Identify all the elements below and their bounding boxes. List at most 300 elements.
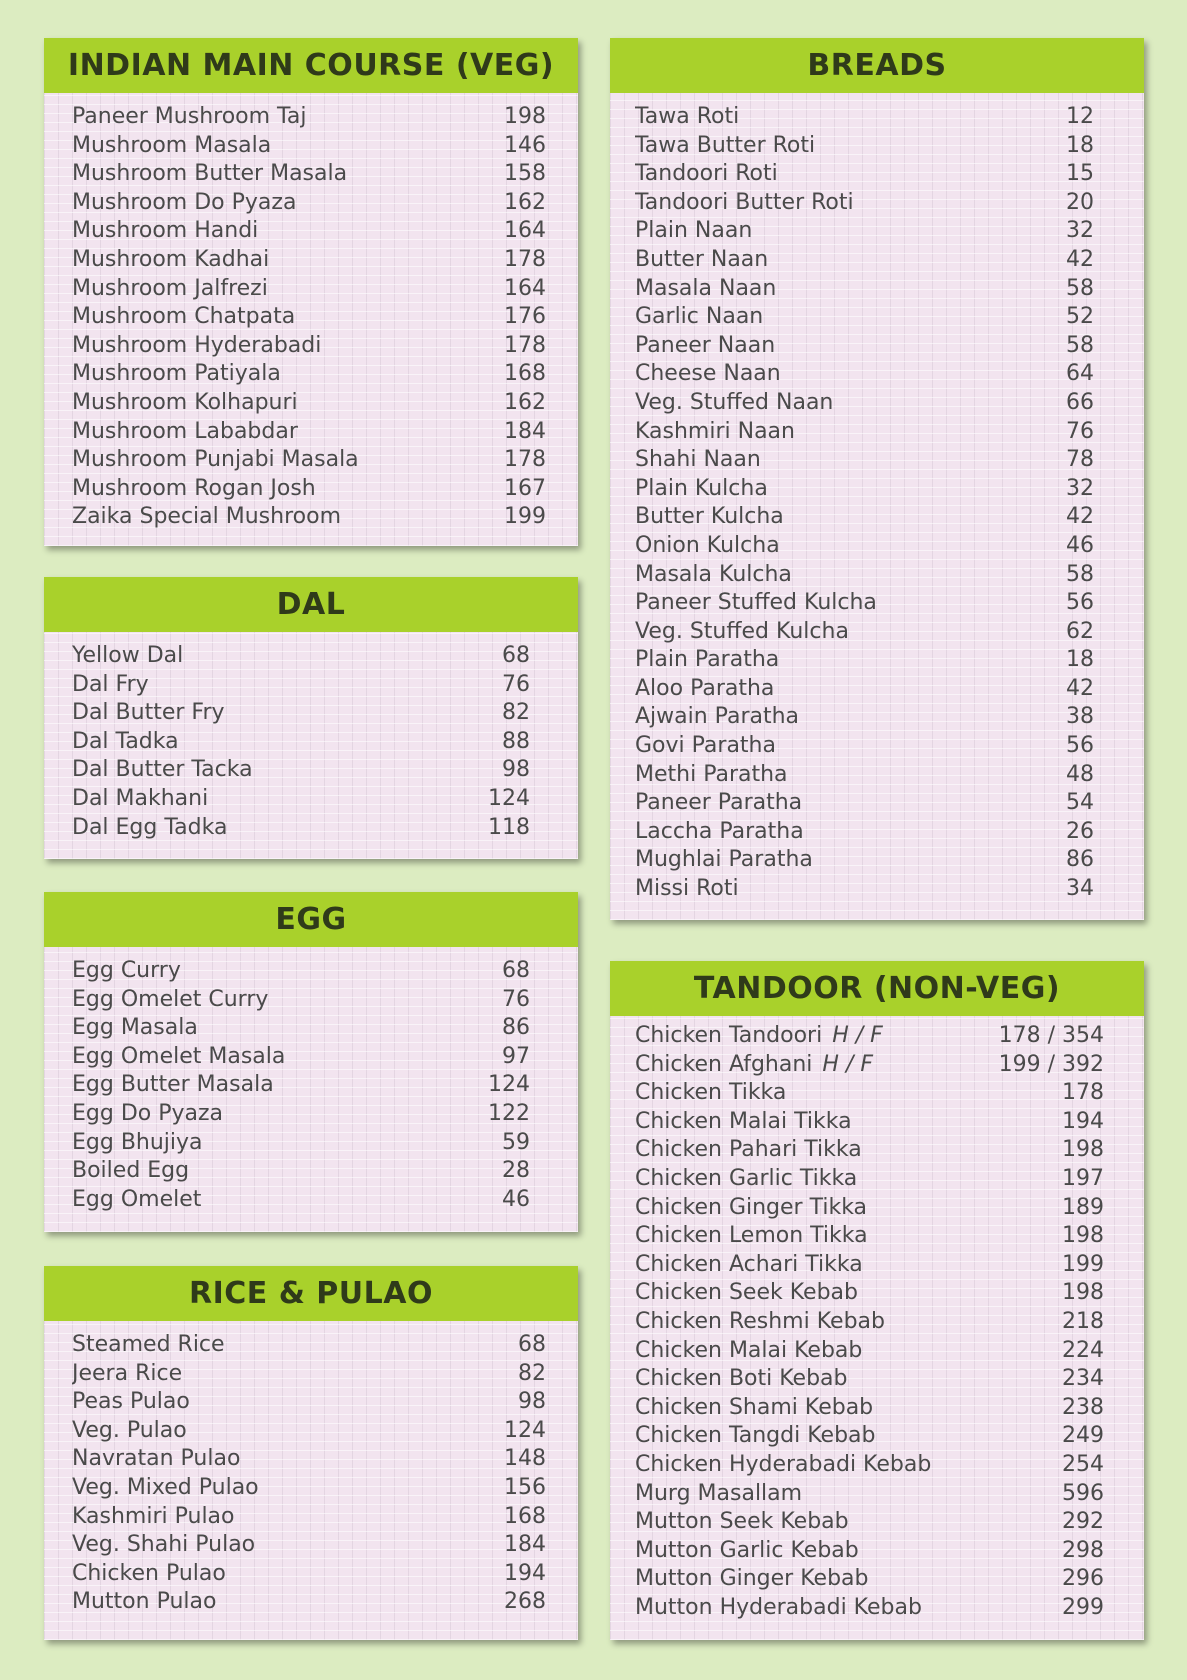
item-price: 189 bbox=[1062, 1194, 1104, 1220]
item-name-text: Paneer Mushroom Taj bbox=[72, 104, 307, 129]
item-name bbox=[72, 1129, 502, 1158]
item-price: 68 bbox=[502, 643, 530, 668]
menu-item bbox=[635, 1508, 1104, 1537]
item-name bbox=[72, 728, 502, 757]
item-name-text: Mutton Seek Kebab bbox=[635, 1509, 849, 1535]
item-price: 176 bbox=[504, 304, 546, 330]
menu-item bbox=[635, 1136, 1104, 1165]
item-price: 124 bbox=[488, 785, 530, 811]
item-price: 178 bbox=[504, 246, 546, 272]
item-name bbox=[635, 761, 1066, 790]
item-price: 86 bbox=[502, 1015, 530, 1041]
menu-item bbox=[72, 103, 546, 132]
item-name bbox=[635, 303, 1066, 332]
item-name bbox=[635, 1279, 1062, 1308]
item-price: 42 bbox=[1066, 246, 1094, 272]
menu-item bbox=[635, 1194, 1104, 1223]
menu-item bbox=[635, 1165, 1104, 1194]
item-price: 156 bbox=[504, 1474, 546, 1500]
item-name-text: Chicken Pulao bbox=[72, 1560, 226, 1586]
menu-item bbox=[635, 1079, 1104, 1108]
menu-item bbox=[72, 1588, 546, 1617]
item-name-text: Mushroom Jalfrezi bbox=[72, 275, 268, 301]
item-name-text: Chicken Tikka bbox=[635, 1080, 787, 1106]
item-name bbox=[72, 1360, 518, 1389]
item-name bbox=[72, 785, 488, 814]
item-name bbox=[72, 360, 504, 389]
item-price: 38 bbox=[1066, 704, 1094, 730]
item-price: 98 bbox=[518, 1389, 546, 1415]
item-list bbox=[610, 1016, 1144, 1622]
item-name bbox=[72, 275, 504, 304]
item-name-text: Chicken Tandoori bbox=[635, 1023, 823, 1048]
item-name-text: Tawa Butter Roti bbox=[635, 132, 816, 158]
item-name bbox=[72, 1043, 502, 1072]
item-name bbox=[635, 275, 1066, 304]
menu-item bbox=[72, 275, 546, 304]
item-price: 249 bbox=[1062, 1423, 1104, 1449]
item-list bbox=[44, 93, 578, 532]
item-name-text: Veg. Pulao bbox=[72, 1417, 187, 1443]
item-name-text: Dal Butter Tacka bbox=[72, 757, 253, 783]
menu-item bbox=[635, 1251, 1104, 1280]
item-name bbox=[72, 103, 504, 132]
item-price: 299 bbox=[1062, 1594, 1104, 1620]
item-price: 184 bbox=[504, 1532, 546, 1558]
item-price: 292 bbox=[1062, 1509, 1104, 1535]
menu-item bbox=[72, 1474, 546, 1503]
item-name-text: Mutton Ginger Kebab bbox=[635, 1566, 869, 1592]
item-price: 198 bbox=[504, 104, 546, 129]
item-price: 124 bbox=[488, 1072, 530, 1098]
item-name bbox=[635, 1422, 1062, 1451]
item-name-text: Veg. Shahi Pulao bbox=[72, 1532, 256, 1558]
item-price: 15 bbox=[1066, 161, 1094, 187]
menu-item bbox=[635, 246, 1094, 275]
item-name-text: Mushroom Lababdar bbox=[72, 418, 298, 444]
item-name-text: Mushroom Handi bbox=[72, 218, 259, 244]
item-price: 32 bbox=[1066, 218, 1094, 244]
item-price: 12 bbox=[1066, 104, 1094, 129]
item-name bbox=[72, 1388, 518, 1417]
item-name-text: Paneer Naan bbox=[635, 332, 776, 358]
item-price: 146 bbox=[504, 132, 546, 158]
item-price: 42 bbox=[1066, 675, 1094, 701]
item-name-text: Missi Roti bbox=[635, 876, 739, 902]
item-price: 199 / 392 bbox=[998, 1051, 1104, 1077]
item-name-text: Chicken Pahari Tikka bbox=[635, 1137, 862, 1163]
item-name bbox=[635, 1194, 1062, 1223]
item-name-text: Mushroom Masala bbox=[72, 132, 272, 158]
item-name-text: Steamed Rice bbox=[72, 1332, 225, 1357]
item-name bbox=[72, 189, 504, 218]
menu-item bbox=[635, 189, 1094, 218]
item-price: 199 bbox=[1062, 1251, 1104, 1277]
menu-item bbox=[72, 389, 546, 418]
item-name-text: Paneer Stuffed Kulcha bbox=[635, 590, 877, 616]
menu-item bbox=[635, 1337, 1104, 1366]
item-price: 48 bbox=[1066, 761, 1094, 787]
item-name-text: Onion Kulcha bbox=[635, 532, 780, 558]
menu-item bbox=[72, 1157, 530, 1186]
menu-item bbox=[72, 1503, 546, 1532]
item-name bbox=[72, 160, 504, 189]
item-name bbox=[635, 189, 1066, 218]
menu-item bbox=[635, 1451, 1104, 1480]
item-list bbox=[44, 632, 578, 842]
item-name-text: Kashmiri Pulao bbox=[72, 1503, 235, 1529]
item-name-text: Dal Egg Tadka bbox=[72, 814, 228, 840]
section-main-course bbox=[44, 38, 578, 546]
item-name-text: Murg Masallam bbox=[635, 1480, 803, 1506]
menu-item bbox=[635, 818, 1094, 847]
item-price: 238 bbox=[1062, 1394, 1104, 1420]
portion-label: H / F bbox=[822, 1051, 874, 1077]
menu-item bbox=[635, 561, 1094, 590]
item-price: 20 bbox=[1066, 189, 1094, 215]
item-name-text: Chicken Achari Tikka bbox=[635, 1251, 863, 1277]
item-price: 198 bbox=[1062, 1223, 1104, 1249]
section-dal bbox=[44, 577, 578, 859]
menu-item bbox=[635, 217, 1094, 246]
menu-item bbox=[635, 1480, 1104, 1509]
item-name bbox=[635, 789, 1066, 818]
item-name-text: Masala Naan bbox=[635, 275, 777, 301]
item-name bbox=[72, 1186, 502, 1215]
item-name bbox=[635, 1222, 1062, 1251]
item-name bbox=[72, 1588, 504, 1617]
menu-item bbox=[635, 103, 1094, 132]
item-name-text: Chicken Ginger Tikka bbox=[635, 1194, 868, 1220]
item-name bbox=[635, 360, 1066, 389]
item-name bbox=[635, 103, 1066, 132]
item-name-text: Chicken Hyderabadi Kebab bbox=[635, 1451, 932, 1477]
section-title: INDIAN MAIN COURSE (VEG) bbox=[44, 38, 578, 93]
item-price: 178 bbox=[504, 447, 546, 473]
item-name-text: Navratan Pulao bbox=[72, 1446, 241, 1472]
item-name-text: Mushroom Kadhai bbox=[72, 246, 270, 272]
item-name-text: Butter Naan bbox=[635, 246, 769, 272]
menu-item bbox=[72, 957, 530, 986]
item-price: 86 bbox=[1066, 847, 1094, 873]
menu-item bbox=[635, 618, 1094, 647]
item-price: 58 bbox=[1066, 275, 1094, 301]
item-price: 268 bbox=[504, 1589, 546, 1615]
item-price: 68 bbox=[502, 958, 530, 983]
menu-item bbox=[635, 1279, 1104, 1308]
item-name bbox=[635, 1508, 1062, 1537]
item-name bbox=[635, 732, 1066, 761]
item-price: 178 bbox=[504, 332, 546, 358]
item-name-text: Mushroom Butter Masala bbox=[72, 161, 348, 187]
item-name bbox=[72, 132, 504, 161]
item-price: 198 bbox=[1062, 1280, 1104, 1306]
item-price: 34 bbox=[1066, 876, 1094, 902]
item-name-text: Chicken Reshmi Kebab bbox=[635, 1308, 885, 1334]
item-name-text: Mughlai Paratha bbox=[635, 847, 813, 873]
item-name bbox=[72, 389, 504, 418]
item-name-text: Chicken Lemon Tikka bbox=[635, 1223, 868, 1249]
item-list bbox=[44, 947, 578, 1214]
menu-item bbox=[72, 1360, 546, 1389]
menu-item bbox=[635, 418, 1094, 447]
item-price: 28 bbox=[502, 1158, 530, 1184]
item-name-text: Egg Do Pyaza bbox=[72, 1100, 224, 1126]
item-price: 62 bbox=[1066, 618, 1094, 644]
item-name-text: Shahi Naan bbox=[635, 447, 761, 473]
menu-item bbox=[72, 475, 546, 504]
item-name-text: Veg. Mixed Pulao bbox=[72, 1474, 259, 1500]
menu-item bbox=[635, 475, 1094, 504]
item-price: 197 bbox=[1062, 1165, 1104, 1191]
item-price: 59 bbox=[502, 1129, 530, 1155]
item-name bbox=[72, 1560, 504, 1589]
item-name-text: Chicken Malai Tikka bbox=[635, 1108, 852, 1134]
menu-item bbox=[72, 986, 530, 1015]
item-price: 97 bbox=[502, 1043, 530, 1069]
item-name-text: Paneer Paratha bbox=[635, 790, 803, 816]
item-name-text: Dal Butter Fry bbox=[72, 700, 225, 726]
section-rice-pulao bbox=[44, 1266, 578, 1640]
item-name-text: Plain Paratha bbox=[635, 647, 780, 673]
menu-item bbox=[72, 217, 546, 246]
item-name-text: Egg Butter Masala bbox=[72, 1072, 274, 1098]
menu-item bbox=[72, 1186, 530, 1215]
item-name bbox=[72, 642, 502, 671]
menu-item bbox=[72, 671, 530, 700]
item-name-text: Mutton Garlic Kebab bbox=[635, 1537, 859, 1563]
menu-item bbox=[635, 675, 1094, 704]
item-price: 56 bbox=[1066, 733, 1094, 759]
item-price: 168 bbox=[504, 361, 546, 387]
item-name bbox=[72, 1531, 504, 1560]
menu-item bbox=[72, 756, 530, 785]
menu-item bbox=[635, 646, 1094, 675]
item-price: 26 bbox=[1066, 818, 1094, 844]
menu-item bbox=[635, 1108, 1104, 1137]
item-price: 18 bbox=[1066, 647, 1094, 673]
menu-item bbox=[72, 303, 546, 332]
item-name bbox=[72, 1474, 504, 1503]
menu-item bbox=[635, 1365, 1104, 1394]
menu-item bbox=[635, 761, 1094, 790]
item-name bbox=[635, 389, 1066, 418]
menu-item bbox=[635, 132, 1094, 161]
item-price: 162 bbox=[504, 389, 546, 415]
item-name-text: Zaika Special Mushroom bbox=[72, 504, 341, 530]
item-name-text: Govi Paratha bbox=[635, 733, 776, 759]
item-name bbox=[635, 818, 1066, 847]
item-price: 66 bbox=[1066, 389, 1094, 415]
menu-item bbox=[72, 503, 546, 532]
item-name-text: Yellow Dal bbox=[72, 643, 184, 668]
item-price: 234 bbox=[1062, 1366, 1104, 1392]
item-price: 164 bbox=[504, 275, 546, 301]
item-price: 124 bbox=[504, 1417, 546, 1443]
menu-item bbox=[72, 418, 546, 447]
item-name-text: Masala Kulcha bbox=[635, 561, 792, 587]
item-name bbox=[72, 1503, 504, 1532]
item-name bbox=[72, 1331, 518, 1360]
menu-item bbox=[635, 875, 1094, 904]
item-price: 178 bbox=[1062, 1080, 1104, 1106]
item-name-text: Plain Kulcha bbox=[635, 475, 768, 501]
item-price: 18 bbox=[1066, 132, 1094, 158]
section-breads bbox=[610, 38, 1144, 920]
item-name bbox=[635, 1136, 1062, 1165]
item-name-text: Dal Fry bbox=[72, 671, 149, 697]
item-price: 254 bbox=[1062, 1451, 1104, 1477]
item-price: 78 bbox=[1066, 447, 1094, 473]
item-price: 76 bbox=[1066, 418, 1094, 444]
item-price: 118 bbox=[488, 814, 530, 840]
item-name-text: Mushroom Kolhapuri bbox=[72, 389, 298, 415]
item-name-text: Laccha Paratha bbox=[635, 818, 804, 844]
menu-item bbox=[635, 1422, 1104, 1451]
menu-item bbox=[635, 1394, 1104, 1423]
menu-item bbox=[72, 1071, 530, 1100]
item-price: 64 bbox=[1066, 361, 1094, 387]
item-price: 58 bbox=[1066, 561, 1094, 587]
item-name bbox=[635, 1365, 1062, 1394]
item-name-text: Mutton Pulao bbox=[72, 1589, 217, 1615]
item-name bbox=[72, 217, 504, 246]
item-price: 298 bbox=[1062, 1537, 1104, 1563]
item-name bbox=[635, 1537, 1062, 1566]
item-name-text: Egg Omelet Curry bbox=[72, 986, 269, 1012]
item-name bbox=[635, 1337, 1062, 1366]
item-name-text: Mutton Hyderabadi Kebab bbox=[635, 1594, 922, 1620]
item-price: 198 bbox=[1062, 1137, 1104, 1163]
item-name-text: Methi Paratha bbox=[635, 761, 788, 787]
item-name-text: Mushroom Punjabi Masala bbox=[72, 447, 359, 473]
item-price: 184 bbox=[504, 418, 546, 444]
item-price: 82 bbox=[502, 700, 530, 726]
item-name bbox=[635, 1051, 999, 1080]
menu-item bbox=[635, 1537, 1104, 1566]
item-name-text: Chicken Tangdi Kebab bbox=[635, 1423, 876, 1449]
menu-item bbox=[635, 532, 1094, 561]
menu-item bbox=[72, 814, 530, 843]
item-price: 224 bbox=[1062, 1337, 1104, 1363]
item-name bbox=[72, 303, 504, 332]
menu-item bbox=[635, 732, 1094, 761]
menu-item bbox=[72, 189, 546, 218]
menu-item bbox=[72, 1014, 530, 1043]
menu-item bbox=[72, 699, 530, 728]
item-price: 82 bbox=[518, 1360, 546, 1386]
section-title: EGG bbox=[44, 892, 578, 947]
item-price: 76 bbox=[502, 671, 530, 697]
menu-item bbox=[72, 1388, 546, 1417]
item-name bbox=[635, 618, 1066, 647]
menu-item bbox=[635, 360, 1094, 389]
menu-item bbox=[72, 132, 546, 161]
item-name-text: Cheese Naan bbox=[635, 361, 781, 387]
item-name-text: Plain Naan bbox=[635, 218, 753, 244]
menu-item bbox=[72, 1560, 546, 1589]
item-price: 88 bbox=[502, 728, 530, 754]
item-name-text: Tandoori Roti bbox=[635, 161, 778, 187]
menu-item bbox=[72, 360, 546, 389]
item-name bbox=[72, 1445, 504, 1474]
item-name bbox=[72, 475, 504, 504]
item-name bbox=[72, 1100, 488, 1129]
menu-item bbox=[635, 1022, 1104, 1051]
item-price: 164 bbox=[504, 218, 546, 244]
item-name-text: Peas Pulao bbox=[72, 1389, 190, 1415]
item-price: 178 / 354 bbox=[998, 1023, 1104, 1048]
item-name bbox=[635, 446, 1066, 475]
item-name bbox=[72, 503, 504, 532]
item-price: 56 bbox=[1066, 590, 1094, 616]
item-price: 68 bbox=[518, 1332, 546, 1357]
menu-item bbox=[72, 1129, 530, 1158]
item-price: 42 bbox=[1066, 504, 1094, 530]
item-name bbox=[635, 675, 1066, 704]
item-name bbox=[72, 1417, 504, 1446]
item-name bbox=[72, 1157, 502, 1186]
menu-item bbox=[635, 160, 1094, 189]
item-name bbox=[72, 957, 502, 986]
item-price: 218 bbox=[1062, 1308, 1104, 1334]
menu-item bbox=[635, 1594, 1104, 1623]
item-name bbox=[635, 703, 1066, 732]
item-name bbox=[72, 814, 488, 843]
menu-item bbox=[72, 332, 546, 361]
item-price: 158 bbox=[504, 161, 546, 187]
item-name bbox=[635, 532, 1066, 561]
item-name-text: Egg Omelet Masala bbox=[72, 1043, 286, 1069]
menu-item bbox=[635, 332, 1094, 361]
item-name bbox=[72, 418, 504, 447]
item-name bbox=[72, 332, 504, 361]
menu-item bbox=[72, 642, 530, 671]
item-name-text: Kashmiri Naan bbox=[635, 418, 795, 444]
item-name bbox=[635, 418, 1066, 447]
item-name bbox=[635, 1108, 1062, 1137]
item-name-text: Egg Masala bbox=[72, 1015, 198, 1041]
item-name bbox=[635, 503, 1066, 532]
item-price: 46 bbox=[1066, 532, 1094, 558]
portion-label: H / F bbox=[832, 1023, 883, 1048]
item-name bbox=[72, 756, 502, 785]
item-name bbox=[72, 1071, 488, 1100]
item-name-text: Garlic Naan bbox=[635, 304, 764, 330]
item-name-text: Mushroom Rogan Josh bbox=[72, 475, 316, 501]
item-price: 167 bbox=[504, 475, 546, 501]
item-list bbox=[44, 1321, 578, 1617]
menu-item bbox=[72, 1100, 530, 1129]
item-name bbox=[635, 875, 1066, 904]
item-price: 58 bbox=[1066, 332, 1094, 358]
item-list bbox=[610, 93, 1144, 904]
item-name bbox=[72, 699, 502, 728]
item-name bbox=[72, 671, 502, 700]
item-name bbox=[635, 246, 1066, 275]
item-name-text: Aloo Paratha bbox=[635, 675, 775, 701]
menu-item bbox=[635, 789, 1094, 818]
menu-item bbox=[635, 1222, 1104, 1251]
menu-item bbox=[72, 785, 530, 814]
item-name-text: Mushroom Chatpata bbox=[72, 304, 296, 330]
item-name-text: Mushroom Patiyala bbox=[72, 361, 281, 387]
item-price: 52 bbox=[1066, 304, 1094, 330]
item-price: 76 bbox=[502, 986, 530, 1012]
item-name-text: Chicken Seek Kebab bbox=[635, 1280, 858, 1306]
item-name bbox=[635, 561, 1066, 590]
item-name bbox=[635, 1308, 1062, 1337]
